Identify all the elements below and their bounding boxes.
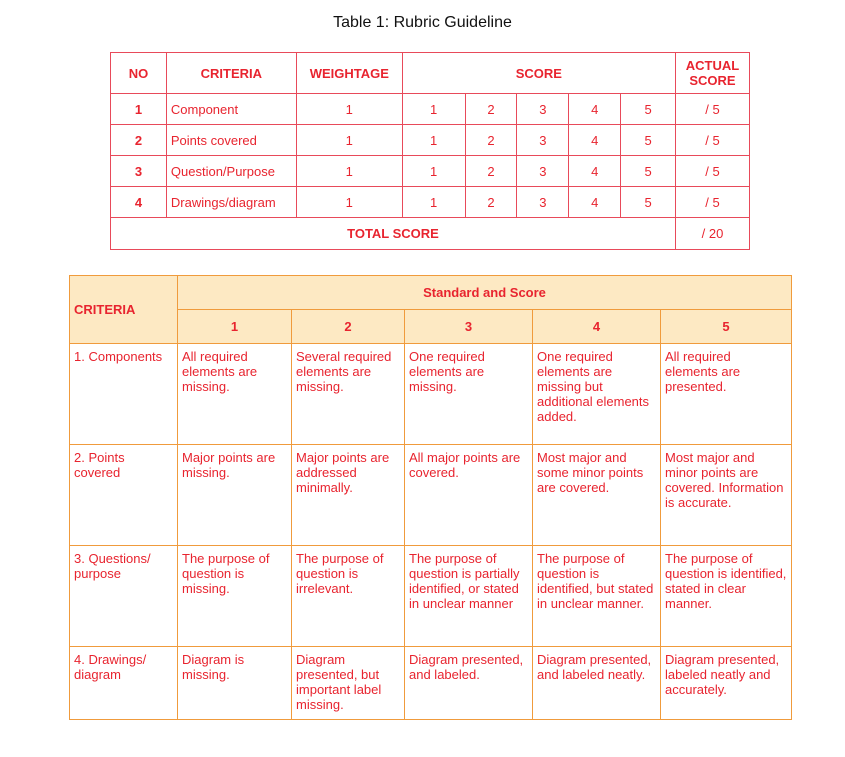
- rubric-cell: The purpose of question is partially identified, or stated in unclear manner: [405, 546, 533, 647]
- row-weightage: 1: [296, 187, 402, 218]
- rubric-cell: The purpose of question is identified, stated in clear manner.: [661, 546, 792, 647]
- row-number: 2: [111, 125, 167, 156]
- rubric-row: [70, 647, 792, 720]
- score-table: [110, 52, 750, 250]
- table-row: [111, 187, 750, 218]
- header-criteria: CRITERIA: [166, 53, 296, 94]
- rubric-cell: Several required elements are missing.: [292, 344, 405, 445]
- score-cell: 1: [402, 94, 465, 125]
- rubric-cell: One required elements are missing but additional elements added.: [533, 344, 661, 445]
- actual-score-cell: / 5: [675, 187, 749, 218]
- rubric-cell: Diagram is missing.: [178, 647, 292, 720]
- rubric-cell: One required elements are missing.: [405, 344, 533, 445]
- actual-score-cell: / 5: [675, 94, 749, 125]
- row-weightage: 1: [296, 94, 402, 125]
- row-number: 1: [111, 94, 167, 125]
- row-weightage: 1: [296, 125, 402, 156]
- score-cell: 5: [621, 187, 676, 218]
- row-number: 4: [111, 187, 167, 218]
- rubric-cell: Diagram presented, labeled neatly and accurately.: [661, 647, 792, 720]
- rubric-row: [70, 445, 792, 546]
- rubric-criteria: 2. Points covered: [70, 445, 178, 546]
- score-cell: 2: [465, 187, 517, 218]
- rubric-cell: All required elements are presented.: [661, 344, 792, 445]
- score-cell: 5: [621, 125, 676, 156]
- score-cell: 2: [465, 125, 517, 156]
- level-header: 3: [405, 310, 533, 344]
- level-header: 2: [292, 310, 405, 344]
- rubric-cell: Most major and minor points are covered. Information is accurate.: [661, 445, 792, 546]
- table-row: [111, 94, 750, 125]
- score-cell: 5: [621, 94, 676, 125]
- level-header: 1: [178, 310, 292, 344]
- standard-score-header: Standard and Score: [178, 276, 792, 310]
- row-weightage: 1: [296, 156, 402, 187]
- rubric-criteria: 3. Questions/ purpose: [70, 546, 178, 647]
- score-cell: 5: [621, 156, 676, 187]
- level-header: 4: [533, 310, 661, 344]
- rubric-cell: Diagram presented, and labeled.: [405, 647, 533, 720]
- score-cell: 1: [402, 156, 465, 187]
- row-criteria: Drawings/diagram: [166, 187, 296, 218]
- table-row: [111, 156, 750, 187]
- header-no: NO: [111, 53, 167, 94]
- rubric-cell: The purpose of question is identified, but stated in unclear manner.: [533, 546, 661, 647]
- rubric-cell: The purpose of question is missing.: [178, 546, 292, 647]
- rubric-cell: All required elements are missing.: [178, 344, 292, 445]
- rubric-criteria: 4. Drawings/ diagram: [70, 647, 178, 720]
- header-weightage: WEIGHTAGE: [296, 53, 402, 94]
- rubric-cell: Major points are addressed minimally.: [292, 445, 405, 546]
- row-criteria: Question/Purpose: [166, 156, 296, 187]
- total-row: [111, 218, 750, 250]
- level-header: 5: [661, 310, 792, 344]
- row-criteria: Points covered: [166, 125, 296, 156]
- score-cell: 2: [465, 94, 517, 125]
- score-cell: 4: [569, 187, 621, 218]
- table-row: [111, 125, 750, 156]
- total-score-value: / 20: [675, 218, 749, 250]
- table-caption: Table 1: Rubric Guideline: [333, 14, 512, 31]
- actual-score-cell: / 5: [675, 156, 749, 187]
- score-cell: 4: [569, 125, 621, 156]
- score-table-header: [111, 53, 750, 94]
- row-number: 3: [111, 156, 167, 187]
- total-score-label: TOTAL SCORE: [111, 218, 676, 250]
- rubric-levels-row: [70, 310, 792, 344]
- rubric-row: [70, 344, 792, 445]
- rubric-header-row: [70, 276, 792, 310]
- score-cell: 4: [569, 156, 621, 187]
- score-cell: 3: [517, 94, 569, 125]
- row-criteria: Component: [166, 94, 296, 125]
- rubric-criteria-header: CRITERIA: [70, 276, 178, 344]
- rubric-cell: Major points are missing.: [178, 445, 292, 546]
- score-cell: 3: [517, 156, 569, 187]
- rubric-cell: All major points are covered.: [405, 445, 533, 546]
- rubric-cell: The purpose of question is irrelevant.: [292, 546, 405, 647]
- header-score: SCORE: [402, 53, 675, 94]
- actual-score-cell: / 5: [675, 125, 749, 156]
- rubric-cell: Most major and some minor points are covered.: [533, 445, 661, 546]
- rubric-cell: Diagram presented, but important label missing.: [292, 647, 405, 720]
- score-cell: 2: [465, 156, 517, 187]
- rubric-criteria: 1. Components: [70, 344, 178, 445]
- rubric-cell: Diagram presented, and labeled neatly.: [533, 647, 661, 720]
- score-cell: 4: [569, 94, 621, 125]
- score-cell: 1: [402, 187, 465, 218]
- header-actual-score: ACTUAL SCORE: [675, 53, 749, 94]
- score-cell: 3: [517, 187, 569, 218]
- score-cell: 3: [517, 125, 569, 156]
- rubric-row: [70, 546, 792, 647]
- score-cell: 1: [402, 125, 465, 156]
- rubric-table: [69, 275, 792, 720]
